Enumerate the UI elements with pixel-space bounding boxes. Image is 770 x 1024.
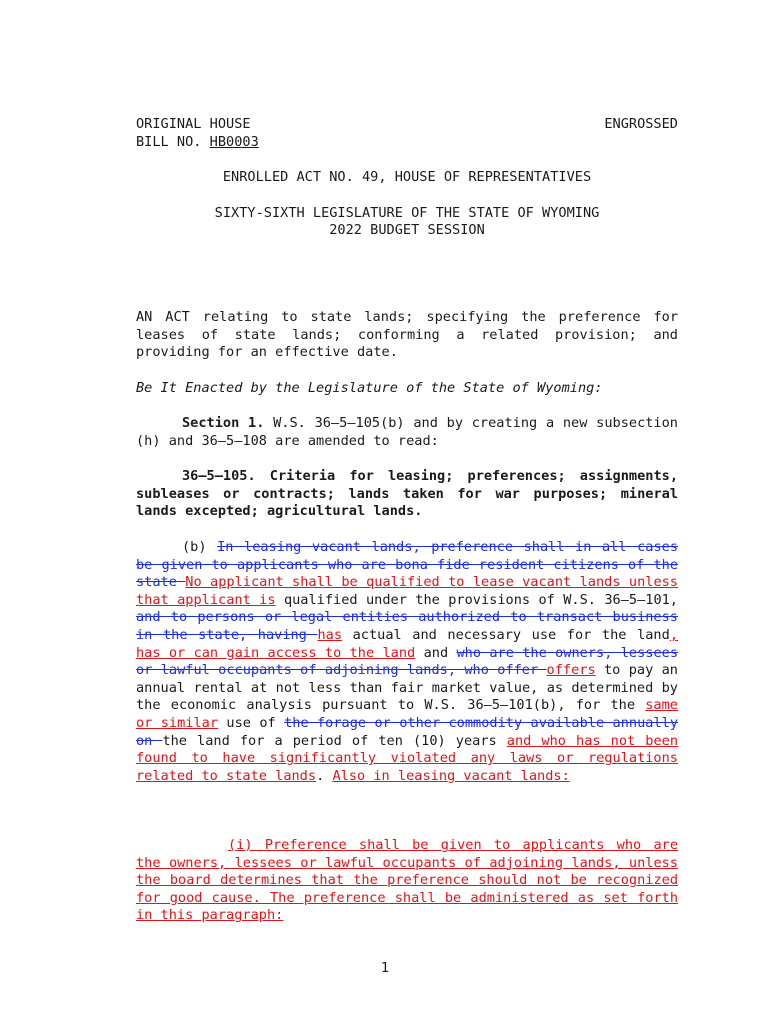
- statute-number: 36–5–105.: [182, 468, 256, 484]
- statute-heading: [136, 468, 678, 521]
- engrossed-label: ENGROSSED: [604, 116, 678, 132]
- body-text: the land for a period of ten (10) years: [162, 732, 497, 749]
- section-1: [136, 415, 678, 450]
- deleted-text: and to persons or legal entities authorized to transact business in the state, having: [136, 609, 678, 643]
- header-row: [136, 116, 678, 134]
- legislature-line: SIXTY-SIXTH LEGISLATURE OF THE STATE OF WYOMING: [214, 205, 600, 221]
- original-house-label: ORIGINAL HOUSE: [136, 116, 251, 132]
- act-title: AN ACT relating to state lands; specifying the preference for leases of state lands; conforming a related provision; and providing for an effective date.: [136, 309, 678, 361]
- subsection-b-label: (b): [182, 539, 207, 555]
- section-1-text: W.S. 36–5–105(b) and by creating a new subsection (h) and 36–5–108 are amended to read:: [136, 415, 678, 449]
- session-line: 2022 BUDGET SESSION: [329, 222, 485, 238]
- page-number: 1: [380, 960, 390, 976]
- inserted-text: same or similar: [136, 697, 678, 731]
- enrolled-act-line: ENROLLED ACT NO. 49, HOUSE OF REPRESENTATIVES: [222, 169, 592, 185]
- body-text: and: [423, 644, 449, 661]
- body-text: actual and necessary use for the land: [352, 626, 670, 643]
- body-text: .: [316, 767, 325, 784]
- deleted-text: In leasing vacant lands, preference shall in all cases be given to applicants who are bona fide resident citizens of the state: [136, 539, 678, 591]
- statute-title: Criteria for leasing; preferences; assignments, subleases or contracts; lands taken for war purposes; mineral lands excepted; agricultural lands.: [136, 468, 679, 520]
- inserted-text: Also in leasing vacant lands:: [332, 767, 570, 784]
- inserted-text: has: [317, 626, 343, 643]
- deleted-text: the forage or other commodity available annually on: [136, 714, 679, 749]
- paragraph-i: [136, 837, 678, 925]
- subsection-b: [136, 539, 678, 785]
- section-1-label: Section 1.: [182, 415, 265, 431]
- body-text: use of: [226, 714, 276, 731]
- inserted-text: and who has not been found to have significantly violated any laws or regulations related to state lands: [136, 732, 678, 784]
- inserted-text: offers: [546, 662, 596, 679]
- body-text: qualified under the provisions of W.S. 36–5–101,: [283, 591, 678, 608]
- paragraph-i-text: (i) Preference shall be given to applicants who are the owners, lessees or lawful occupants of adjoining lands, unless the board determines that the preference should not be recognized for good cause. The preference shall be administered as set forth in this paragraph:: [136, 837, 678, 924]
- body-text: to pay an annual rental at not less than fair market value, as determined by the economic analysis pursuant to W.S. 36–5–101(b), for the: [136, 662, 678, 714]
- inserted-text: No applicant shall be qualified to lease vacant lands unless that applicant is: [136, 574, 678, 608]
- bill-number-line: [136, 134, 259, 152]
- bill-no-label: BILL NO.: [136, 134, 202, 150]
- enacting-clause: Be It Enacted by the Legislature of the State of Wyoming:: [136, 380, 603, 396]
- inserted-text: , has or can gain access to the land: [136, 626, 678, 661]
- deleted-text: who are the owners, lessees or lawful occupants of adjoining lands, who offer: [136, 644, 678, 679]
- bill-number: HB0003: [209, 134, 259, 150]
